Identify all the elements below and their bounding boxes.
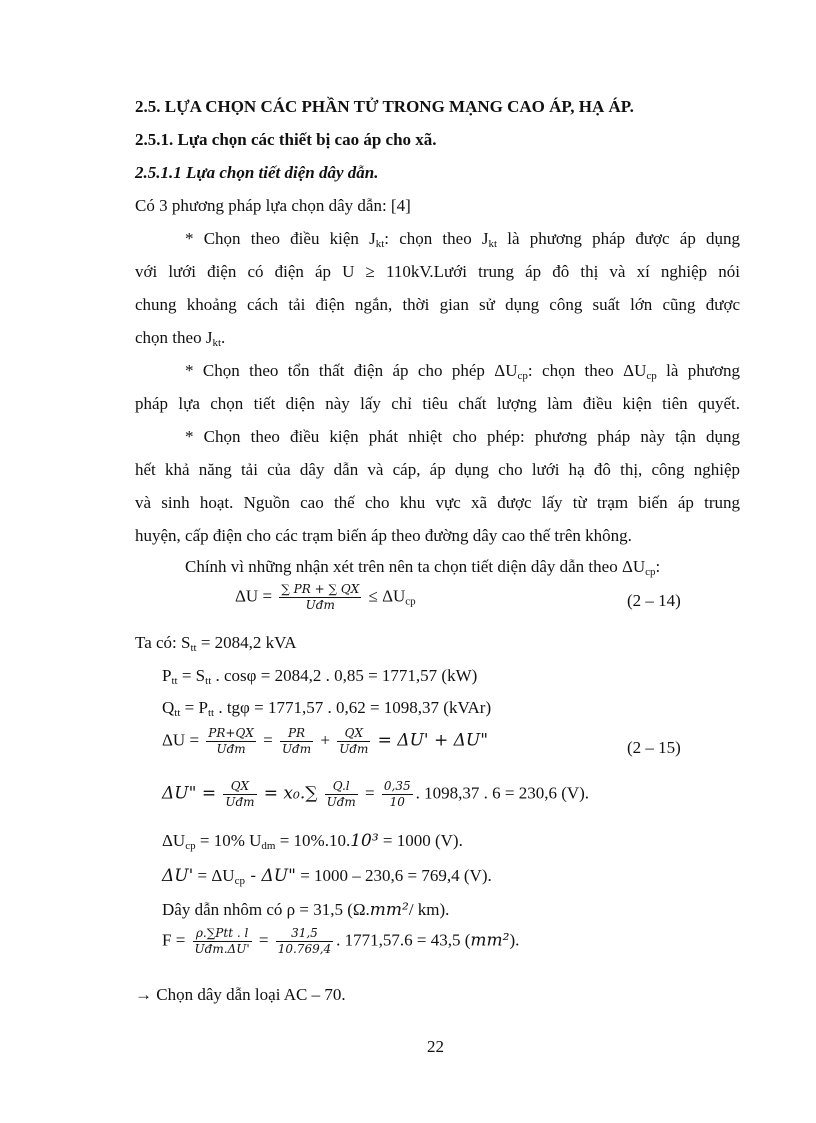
- method1-line1: * Chọn theo điều kiện $J_{kt}$: chọn theo $J_{kt}$ là phương pháp được áp dụng: [185, 229, 741, 250]
- equation-2-15: ΔU = $\frac{PR+QX}{\text{Uđm}}$ = $\frac{PR}{\text{Uđm}}$ + $\frac{QX}{\text{Uđm}}$ = ΔU' + ΔU": [162, 726, 489, 756]
- p-tt-line: $P_{tt} = S_{tt}$ . cosφ = 2084,2 . 0,85 = 1771,57 (kW): [162, 666, 478, 687]
- equation-cross-section: F = $\frac{\text{ρ.∑Ptt . l}}{\text{Uđm.ΔU'}}$ = $\frac{31,5}{10.769,4}$ . 1771,57.6 = 43,5 (mm²).: [162, 926, 520, 956]
- subsection-heading: 2.5.1. Lựa chọn các thiết bị cao áp cho xã.: [135, 130, 437, 149]
- fraction: $\frac{\text{ρ.∑Ptt . l}}{\text{Uđm.ΔU'}}$: [194, 926, 250, 956]
- fraction: $\frac{PR}{\text{Uđm}}$: [281, 726, 312, 756]
- method3-line2: hết khả năng tải của dây dẫn và cáp, áp dụng cho lưới hạ đô thị, công nghiệp: [135, 460, 740, 479]
- delta-u-cp-line: $\Delta U_{cp} = 10\%$ $U_{dm} = 10\%.10.10^3 = 1000$ (V).: [162, 831, 463, 852]
- conclusion-text: Chính vì những nhận xét trên nên ta chọn tiết diện dây dẫn theo $\Delta U_{cp}$:: [185, 557, 661, 578]
- intro-text: Có 3 phương pháp lựa chọn dây dẫn: [4]: [135, 196, 411, 215]
- fraction: $\frac{QX}{\text{Uđm}}$: [339, 726, 369, 756]
- method2-line1: * Chọn theo tổn thất điện áp cho phép $\Delta U_{cp}$: chọn theo $\Delta U_{cp}$ là phương: [185, 361, 740, 382]
- method1-line2: với lưới điện có điện áp U ≥ 110kV.Lưới trung áp đô thị và xí nghiệp nói: [135, 262, 740, 281]
- aluminum-line: Dây dẫn nhôm có ρ = 31,5 (Ω.mm²/ km).: [162, 900, 450, 920]
- equation-label-2-15: (2 – 15): [627, 738, 681, 757]
- page-number: 22: [427, 1037, 444, 1056]
- equation-delta-u2: ΔU" = $\frac{QX}{\text{Uđm}}$ = x₀.∑ $\frac{Q.l}{\text{Uđm}}$ = $\frac{0,35}{10}$ . 1098,37 . 6 = 230,6 (V).: [162, 779, 590, 809]
- method1-line3: chung khoảng cách tải điện ngắn, thời gian sử dụng công suất lớn cũng được: [135, 295, 740, 314]
- delta-u1-line: $\Delta U' = \Delta U_{cp} - \Delta U$" = 1000 – 230,6 = 769,4 (V).: [162, 866, 492, 887]
- fraction: $\frac{0,35}{10}$: [383, 779, 411, 809]
- fraction: $\frac{PR+QX}{\text{Uđm}}$: [208, 726, 254, 756]
- fraction: $\frac{\sum PR + \sum QX}{\text{Uđm}}$: [281, 582, 360, 612]
- q-tt-line: $Q_{tt} = P_{tt}$ . tgφ = 1771,57 . 0,62 = 1098,37 (kVAr): [162, 698, 492, 719]
- method3-line3: và sinh hoạt. Nguồn cao thế cho khu vực xã được lấy từ trạm biến áp trung: [135, 493, 740, 512]
- fraction: $\frac{Q.l}{\text{Uđm}}$: [326, 779, 356, 809]
- method2-line2: pháp lựa chọn tiết diện này lấy chỉ tiêu chất lượng làm điều kiện tiên quyết.: [135, 394, 740, 413]
- s-tt-line: Ta có: $S_{tt} = 2084,2$ kVA: [135, 633, 297, 654]
- method3-line4: huyện, cấp điện cho các trạm biến áp theo đường dây cao thế trên không.: [135, 526, 632, 545]
- equation-label-2-14: (2 – 14): [627, 591, 681, 610]
- method1-line4: chọn theo $J_{kt}$.: [135, 328, 226, 349]
- conductor-choice: → Chọn dây dẫn loại AC – 70.: [135, 985, 346, 1004]
- section-heading: 2.5. LỰA CHỌN CÁC PHẦN TỬ TRONG MẠNG CAO ÁP, HẠ ÁP.: [135, 97, 634, 116]
- method3-line1: * Chọn theo điều kiện phát nhiệt cho phép: phương pháp này tận dụng: [185, 427, 740, 446]
- fraction: $\frac{QX}{\text{Uđm}}$: [225, 779, 255, 809]
- equation-2-14: ΔU = $\frac{\sum PR + \sum QX}{\text{Uđm}}$ ≤ $\Delta U_{cp}$: [235, 582, 416, 612]
- subsubsection-heading: 2.5.1.1 Lựa chọn tiết diện dây dẫn.: [135, 163, 379, 182]
- fraction: $\frac{31,5}{10.769,4}$: [277, 926, 332, 956]
